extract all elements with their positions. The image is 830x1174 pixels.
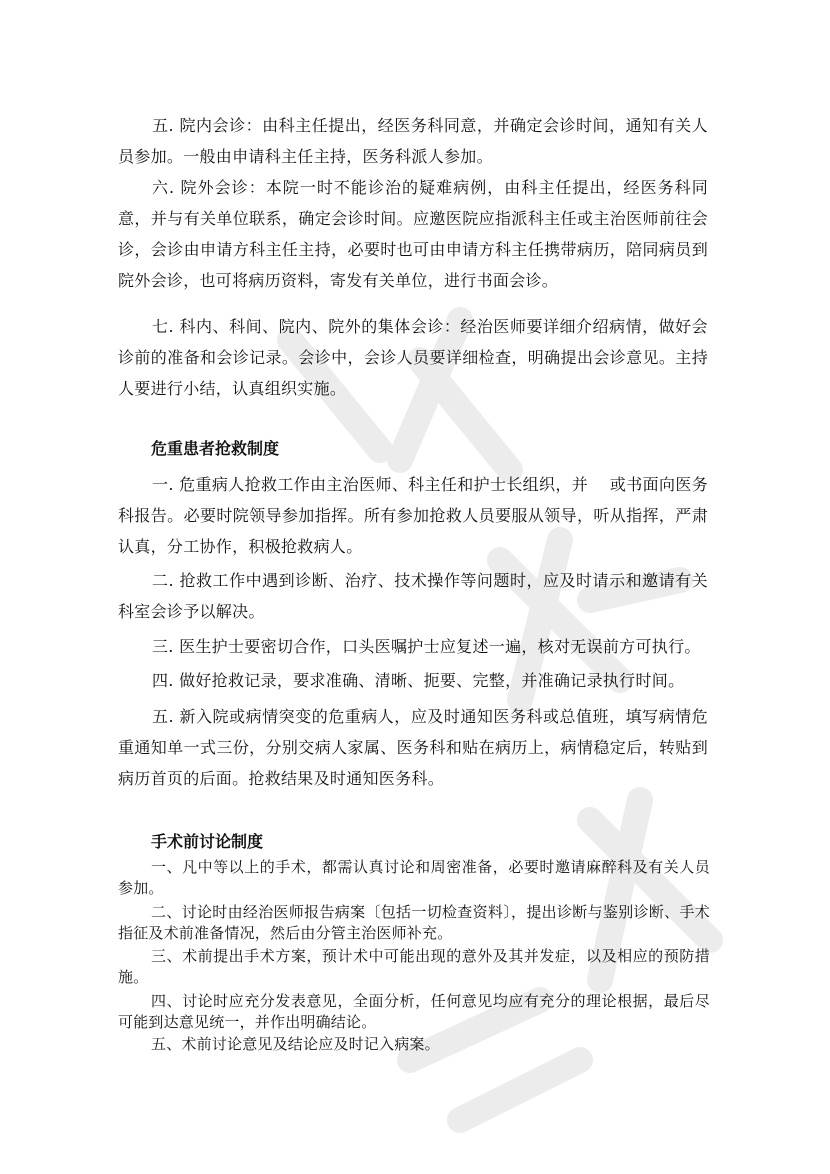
paragraph-rescue-2: 二. 抢救工作中遇到诊断、治疗、技术操作等问题时，应及时请示和邀请有关科室会诊予以解决。: [118, 571, 708, 621]
paragraph-rescue-1: 一. 危重病人抢救工作由主治医师、科主任和护士长组织，并 或书面向医务科报告。必要时院领导参加指挥。所有参加抢救人员要服从领导，听从指挥，严肃认真，分工协作，积极抢救病人。: [118, 475, 708, 556]
paragraph-inhospital-consultation: 五. 院内会诊：由科主任提出，经医务科同意，并确定会诊时间，通知有关人员参加。一般由申请科主任主持，医务科派人参加。: [118, 116, 708, 166]
paragraph-group-consultation: 七. 科内、科间、院内、院外的集体会诊：经治医师要详细介绍病情，做好会诊前的准备和会诊记录。会诊中，会诊人员要详细检查，明确提出会诊意见。主持人要进行小结，认真组织实施。: [118, 317, 708, 398]
paragraph-preop-4: 四、讨论时应充分发表意见，全面分析，任何意见均应有充分的理论根据，最后尽可能到达意见统一，并作出明确结论。: [118, 992, 710, 1031]
preop-section-title: 手术前讨论制度: [151, 832, 264, 851]
rescue-section-title: 危重患者抢救制度: [151, 439, 280, 458]
paragraph-outside-consultation: 六. 院外会诊：本院一时不能诊治的疑难病例，由科主任提出，经医务科同意，并与有关单位联系，确定会诊时间。应邀医院应指派科主任或主治医师前往会诊，会诊由申请方科主任主持，必要时也可由申请方科主任携带病历，陪同病员到院外会诊，也可将病历资料，寄发有关单位，进行书面会诊。: [118, 178, 708, 290]
paragraph-preop-5: 五、术前讨论意见及结论应及时记入病案。: [151, 1035, 440, 1053]
paragraph-preop-1: 一、凡中等以上的手术，都需认真讨论和周密准备，必要时邀请麻醉科及有关人员参加。: [118, 858, 710, 897]
paragraph-rescue-3: 三. 医生护士要密切合作，口头医嘱护士应复述一遍，核对无误前方可执行。: [152, 637, 701, 656]
paragraph-preop-3: 三、术前提出手术方案，预计术中可能出现的意外及其并发症，以及相应的预防措施。: [118, 947, 710, 986]
paragraph-rescue-5: 五. 新入院或病情突变的危重病人，应及时通知医务科或总值班，填写病情危重通知单一式三份，分别交病人家属、医务科和贴在病历上，病情稳定后，转贴到病历首页的后面。抢救结果及时通知医务科。: [118, 707, 708, 788]
paragraph-preop-2: 二、讨论时由经治医师报告病案〔包括一切检查资料〕，提出诊断与鉴别诊断、手术指征及术前准备情况，然后由分管主治医师补充。: [118, 903, 710, 942]
paragraph-rescue-4: 四. 做好抢救记录，要求准确、清晰、扼要、完整，并准确记录执行时间。: [152, 671, 685, 690]
